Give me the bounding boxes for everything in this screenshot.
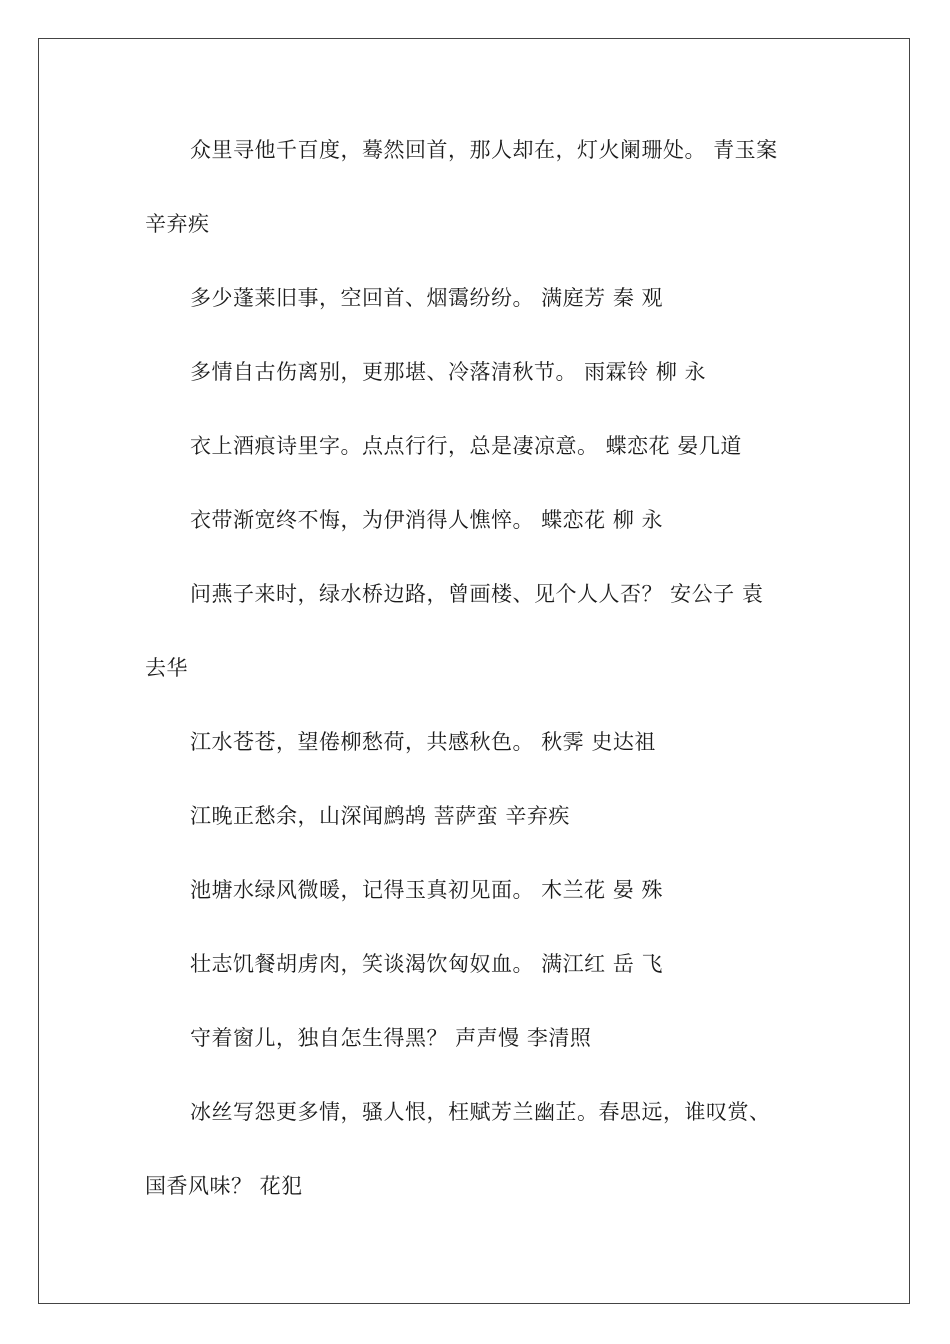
text-line: 衣带渐宽终不悔，为伊消得人憔悴。 蝶恋花 柳 永 bbox=[190, 508, 664, 532]
text-line: 问燕子来时，绿水桥边路，曾画楼、见个人人否？ 安公子 袁 bbox=[190, 582, 764, 606]
text-line: 国香风味？ 花犯 bbox=[145, 1174, 303, 1198]
text-line: 江水苍苍，望倦柳愁荷，共感秋色。 秋霁 史达祖 bbox=[190, 730, 656, 754]
text-line: 池塘水绿风微暖，记得玉真初见面。 木兰花 晏 殊 bbox=[190, 878, 664, 902]
text-line: 去华 bbox=[145, 656, 188, 680]
text-line: 壮志饥餐胡虏肉，笑谈渴饮匈奴血。 满江红 岳 飞 bbox=[190, 952, 664, 976]
text-line: 冰丝写怨更多情，骚人恨，枉赋芳兰幽芷。春思远，谁叹赏、 bbox=[190, 1100, 771, 1124]
text-line: 守着窗儿，独自怎生得黑？ 声声慢 李清照 bbox=[190, 1026, 592, 1050]
text-line: 衣上酒痕诗里字。点点行行，总是凄凉意。 蝶恋花 晏几道 bbox=[190, 434, 742, 458]
text-line: 江晚正愁余，山深闻鹧鸪 菩萨蛮 辛弃疾 bbox=[190, 804, 570, 828]
text-line: 辛弃疾 bbox=[145, 212, 210, 236]
document-body bbox=[145, 132, 810, 1242]
text-line: 多少蓬莱旧事，空回首、烟霭纷纷。 满庭芳 秦 观 bbox=[190, 286, 664, 310]
text-line: 多情自古伤离别，更那堪、冷落清秋节。 雨霖铃 柳 永 bbox=[190, 360, 707, 384]
text-line: 众里寻他千百度，蓦然回首，那人却在，灯火阑珊处。 青玉案 bbox=[190, 138, 778, 162]
